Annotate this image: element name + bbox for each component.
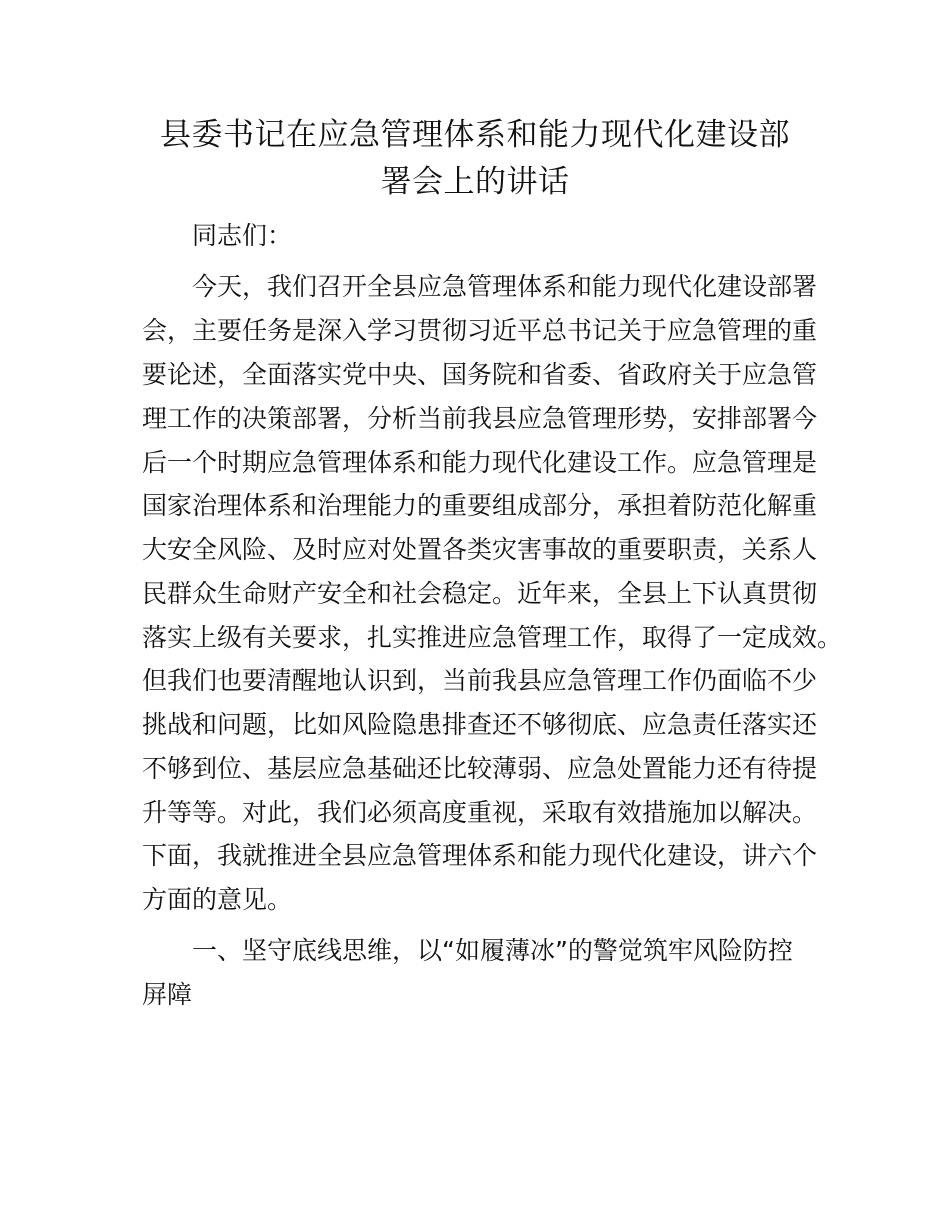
section-heading-1: 一、坚守底线思维，以“如履薄冰”的警觉筑牢风险防控 — [192, 936, 793, 965]
paragraph-1-line: 国家治理体系和治理能力的重要组成部分，承担着防范化解重 — [142, 491, 818, 520]
paragraph-1-line: 挑战和问题，比如风险隐患排查还不够彻底、应急责任落实还 — [142, 710, 818, 739]
document-title-line-1: 县委书记在应急管理体系和能力现代化建设部 — [160, 117, 790, 153]
paragraph-1-line: 今天，我们召开全县应急管理体系和能力现代化建设部署 — [192, 272, 818, 301]
paragraph-1-line: 但我们也要清醒地认识到，当前我县应急管理工作仍面临不少 — [142, 666, 818, 695]
paragraph-1-line: 民群众生命财产安全和社会稳定。近年来，全县上下认真贯彻 — [142, 579, 818, 608]
paragraph-1-line: 升等等。对此，我们必须高度重视，采取有效措施加以解决。 — [142, 798, 818, 827]
paragraph-1-line: 方面的意见。 — [142, 885, 293, 914]
paragraph-1-line: 下面，我就推进全县应急管理体系和能力现代化建设，讲六个 — [142, 841, 818, 870]
salutation: 同志们： — [192, 221, 293, 250]
paragraph-1-line: 要论述，全面落实党中央、国务院和省委、省政府关于应急管 — [142, 360, 818, 389]
section-heading-1-continuation: 屏障 — [142, 980, 193, 1009]
paragraph-1-line: 会，主要任务是深入学习贯彻习近平总书记关于应急管理的重 — [142, 316, 818, 345]
document-title-line-2: 署会上的讲话 — [380, 164, 570, 200]
paragraph-1-line: 不够到位、基层应急基础还比较薄弱、应急处置能力还有待提 — [142, 754, 818, 783]
paragraph-1-line: 理工作的决策部署，分析当前我县应急管理形势，安排部署今 — [142, 404, 818, 433]
paragraph-1-line: 后一个时期应急管理体系和能力现代化建设工作。应急管理是 — [142, 448, 818, 477]
paragraph-1-line: 落实上级有关要求，扎实推进应急管理工作，取得了一定成效。 — [142, 623, 843, 652]
paragraph-1-line: 大安全风险、及时应对处置各类灾害事故的重要职责，关系人 — [142, 535, 818, 564]
